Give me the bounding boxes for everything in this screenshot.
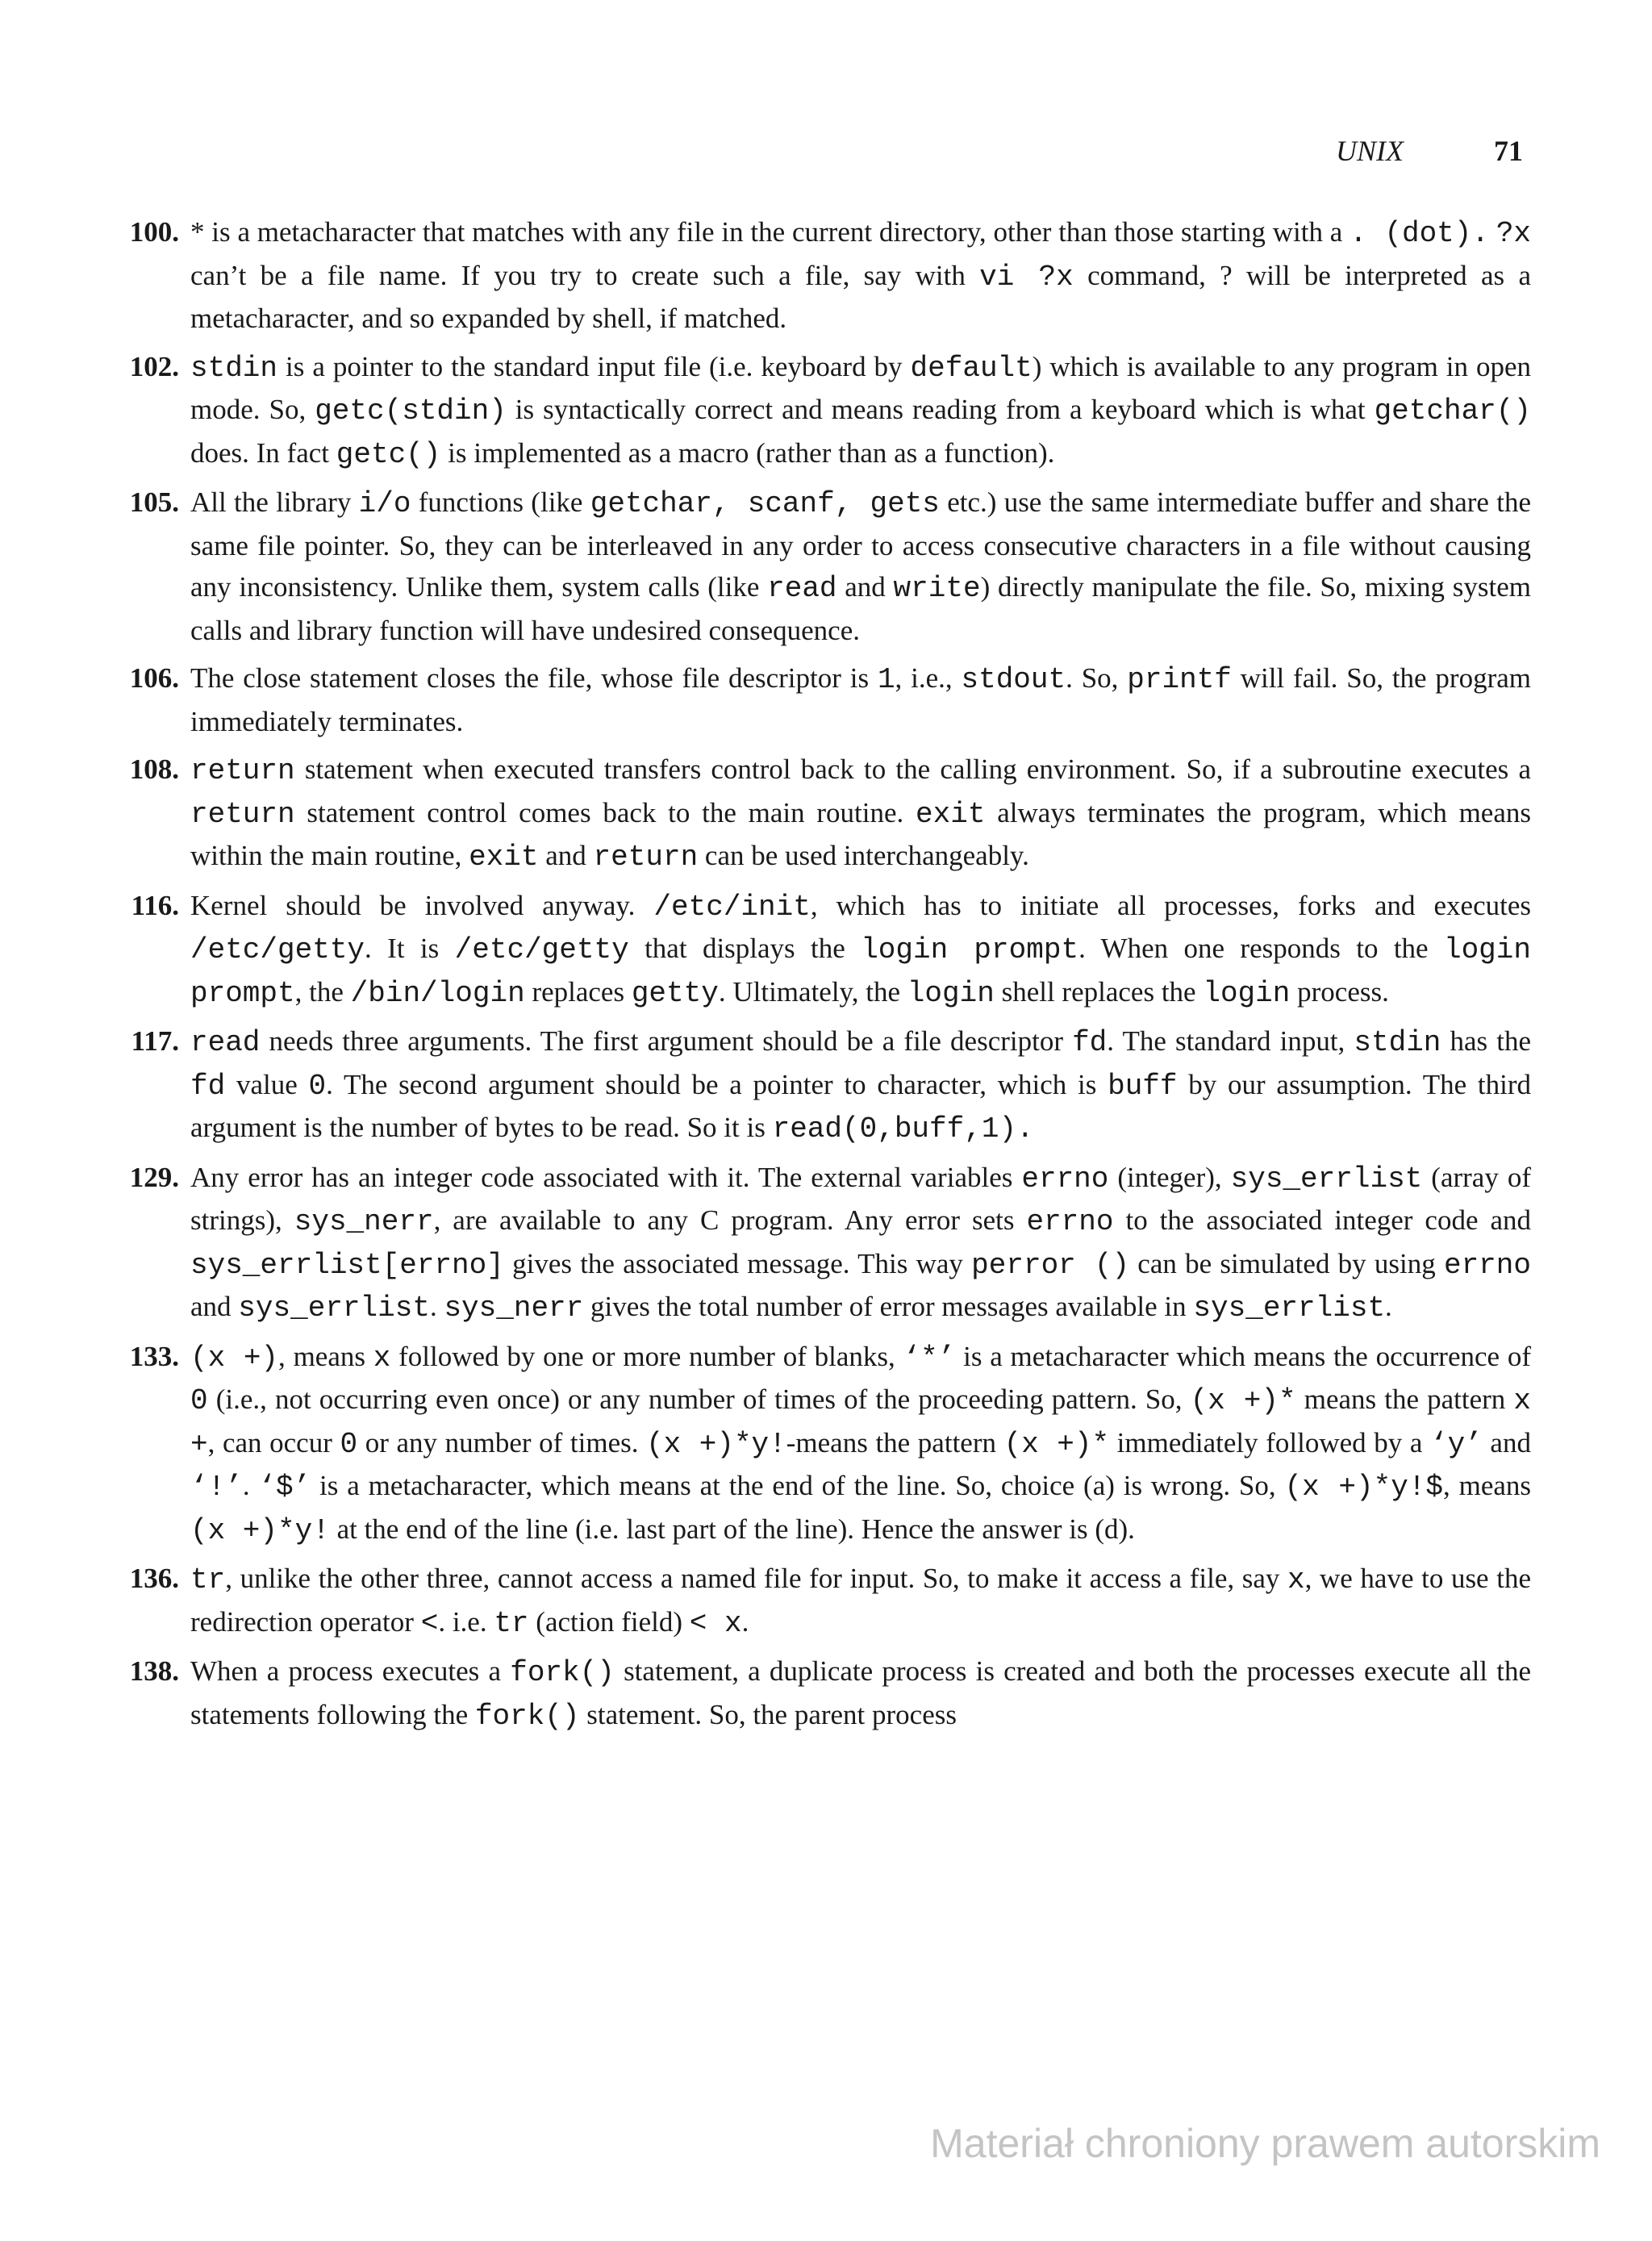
answer-number: 108. (129, 753, 179, 785)
code-term: sys_errlist (238, 1292, 430, 1325)
answer-text (190, 885, 1531, 1015)
code-term: x (1287, 1563, 1305, 1596)
answer-number: 133. (129, 1340, 179, 1372)
code-term: exit (916, 797, 986, 831)
code-term: return (190, 797, 295, 831)
running-title: UNIX (1336, 135, 1404, 167)
text-run: statement. So, the parent process (579, 1698, 957, 1730)
answer-entry (113, 482, 1531, 651)
code-term: stdin (1354, 1026, 1441, 1059)
answer-number: 105. (129, 486, 179, 518)
text-run: and (1482, 1426, 1531, 1459)
text-run: is implemented as a macro (rather than as a function). (440, 436, 1055, 469)
code-term: ‘!’ (190, 1471, 243, 1504)
answer-entry (113, 346, 1531, 476)
text-run: always terminates the program, which means within the main routine, (190, 796, 1531, 871)
text-run: replaces (524, 975, 632, 1008)
text-run: (action field) (528, 1605, 690, 1638)
text-run: . (1385, 1291, 1392, 1322)
code-term: ?x (1496, 217, 1532, 250)
code-term: x (373, 1341, 391, 1375)
text-run: or any number of times. (357, 1426, 647, 1459)
text-run: statement, a duplicate process is created and both the processes execute all the statements following the (190, 1655, 1531, 1730)
answer-entry (113, 1336, 1531, 1552)
answer-entry (113, 1157, 1531, 1329)
text-run: , i.e., (895, 662, 962, 694)
text-run: needs three arguments. The first argument should be a file descriptor (260, 1025, 1073, 1057)
text-run: (i.e., not occurring even once) or any number of times of the proceeding pattern. So, (207, 1383, 1191, 1415)
code-term: perror () (971, 1248, 1130, 1282)
text-run: statement when executed transfers control back to the calling environment. So, if a subroutine executes a (294, 753, 1531, 785)
text-run: is a pointer to the standard input file (i.e. keyboard by (277, 350, 911, 382)
text-run: (array of strings), (190, 1161, 1531, 1236)
text-run: , the (294, 975, 351, 1008)
answer-text (190, 1336, 1531, 1552)
code-term: fork() (510, 1656, 615, 1689)
text-run: , are available to any C program. Any error sets (433, 1204, 1027, 1236)
code-term: login prompt (861, 933, 1079, 966)
text-run: means the pattern (1295, 1383, 1514, 1415)
text-run: , means (278, 1340, 373, 1372)
code-term: /etc/init (653, 890, 811, 924)
answer-entry (113, 1650, 1531, 1737)
text-run: can be used interchangeably. (698, 840, 1029, 871)
answer-number: 136. (129, 1563, 179, 1594)
text-run: is a metacharacter which means the occurrence of (955, 1340, 1531, 1372)
code-term: (x +)* (1003, 1427, 1110, 1461)
code-term: 0 (340, 1427, 358, 1461)
code-term: x + (190, 1384, 1531, 1461)
text-run: functions (like (411, 486, 590, 518)
code-term: getchar, scanf, gets (590, 487, 940, 520)
answer-text (190, 1558, 1531, 1644)
code-term: (x +)*y! (646, 1427, 786, 1461)
answer-number: 116. (131, 889, 179, 921)
running-header (1336, 134, 1523, 168)
code-term: printf (1127, 663, 1232, 696)
text-run: ) which is available to any program in open mode. So, (190, 350, 1531, 425)
answer-text (190, 657, 1531, 742)
code-term: ‘y’ (1430, 1427, 1483, 1461)
text-run: * is a metacharacter that matches with any file in the current directory, other than those starting with a (190, 216, 1350, 248)
text-run: , which has to initiate all processes, forks and executes (810, 889, 1531, 921)
code-term: ‘*’ (903, 1341, 956, 1375)
code-term: write (893, 572, 981, 605)
text-run: statement control comes back to the main routine. (294, 796, 916, 828)
text-run: , can occur (207, 1426, 340, 1459)
text-run: When a process executes a (190, 1655, 511, 1687)
text-run: The close statement closes the file, whose file descriptor is (190, 662, 878, 694)
text-run: . When one responds to the (1078, 933, 1444, 964)
text-run: and (538, 840, 594, 871)
text-run: at the end of the line (i.e. last part of the line). Hence the answer is (d). (329, 1513, 1135, 1545)
answer-text (190, 482, 1531, 651)
text-run: . (242, 1470, 259, 1501)
code-term: fd (190, 1069, 226, 1103)
text-run: . Ultimately, the (718, 975, 907, 1008)
text-run: ) directly manipulate the file. So, mixing system calls and library function will have undesired consequence. (190, 571, 1531, 646)
code-term: read (767, 572, 837, 605)
answer-text (190, 1650, 1531, 1737)
text-run: is a metacharacter, which means at the end of the line. So, choice (a) is wrong. So, (311, 1470, 1285, 1501)
code-term: buff (1108, 1069, 1178, 1103)
code-term: < (420, 1606, 439, 1640)
code-term: /bin/login (350, 976, 525, 1010)
code-term: sys_nerr (294, 1205, 434, 1238)
answer-text (190, 346, 1531, 476)
code-term: stdin (190, 351, 278, 385)
code-term: . (dot). (1350, 217, 1489, 250)
text-run: that displays the (628, 933, 861, 964)
answer-entry (113, 1020, 1531, 1150)
text-run: . The standard input, (1107, 1025, 1354, 1057)
code-term: default (910, 351, 1032, 385)
text-run: All the library (190, 486, 359, 518)
text-run: , means (1443, 1470, 1532, 1501)
code-term: stdout (961, 663, 1066, 696)
text-run: can be simulated by using (1129, 1247, 1444, 1279)
answer-number: 138. (129, 1655, 179, 1687)
answer-text (190, 1020, 1531, 1150)
code-term: /etc/getty (190, 933, 365, 966)
code-term: tr (190, 1563, 226, 1596)
answer-entry (113, 749, 1531, 878)
text-run: has the (1441, 1025, 1531, 1057)
code-term: getc() (336, 437, 441, 471)
code-term: fd (1072, 1026, 1108, 1059)
text-run: command, ? will be interpreted as a metacharacter, and so expanded by shell, if matched. (190, 259, 1531, 334)
text-run: by our assumption. The third argument is the number of bytes to be read. So it is (190, 1068, 1531, 1143)
answer-entry (113, 211, 1531, 340)
code-term: (x +)*y!$ (1284, 1471, 1444, 1504)
text-run: etc.) use the same intermediate buffer and share the same file pointer. So, they can be interleaved in any order to access consecutive characters in a file without causing any inconsistency. Unlike them, system calls (like (190, 486, 1531, 603)
answer-text (190, 211, 1531, 340)
code-term: sys_nerr (444, 1292, 584, 1325)
text-run: followed by one or more number of blanks, (390, 1340, 903, 1372)
text-run: Any error has an integer code associated with it. The external variables (190, 1161, 1022, 1193)
code-term: errno (1443, 1248, 1531, 1282)
text-run: does. In fact (190, 436, 336, 469)
code-term: vi ?x (979, 260, 1074, 294)
text-run: . So, (1066, 662, 1128, 694)
answer-number: 106. (129, 662, 179, 694)
code-term: getty (631, 976, 719, 1010)
text-run: , unlike the other three, cannot access a named file for input. So, to make it access a file, say (225, 1563, 1287, 1594)
answer-number: 117. (131, 1025, 179, 1057)
text-run: gives the total number of error messages available in (583, 1291, 1194, 1322)
text-run: -means the pattern (786, 1426, 1004, 1459)
code-term: (x +)*y! (190, 1513, 330, 1547)
code-term: < x (689, 1606, 742, 1640)
text-run: (integer), (1108, 1161, 1231, 1193)
code-term: sys_errlist[errno] (190, 1248, 504, 1282)
text-run: immediately followed by a (1109, 1426, 1431, 1459)
code-term: login (907, 976, 995, 1010)
code-term: read (190, 1026, 261, 1059)
text-run: . (741, 1605, 749, 1638)
code-term: read(0,buff,1). (772, 1112, 1034, 1146)
text-run: and (190, 1291, 239, 1322)
code-term: exit (469, 841, 539, 874)
answer-entry (113, 885, 1531, 1015)
text-run: . It is (365, 933, 455, 964)
text-run: shell replaces the (994, 975, 1204, 1008)
text-run: to the associated integer code and (1113, 1204, 1531, 1236)
text-run: . i.e. (438, 1605, 494, 1638)
copyright-watermark: Materiał chroniony prawem autorskim (930, 2121, 1600, 2166)
page-number: 71 (1494, 135, 1523, 167)
code-term: ‘$’ (258, 1471, 311, 1504)
text-run: , we have to use the redirection operator (190, 1563, 1531, 1638)
code-term: (x +)* (1190, 1384, 1296, 1417)
text-run: and (836, 571, 894, 603)
answer-list (113, 211, 1531, 1743)
code-term: getchar() (1374, 394, 1531, 428)
text-run: value (225, 1068, 309, 1100)
code-term: login prompt (190, 933, 1531, 1010)
code-term: getc(stdin) (315, 394, 507, 428)
code-term: login (1203, 976, 1291, 1010)
code-term: (x +) (190, 1341, 279, 1375)
text-run: process. (1290, 975, 1389, 1008)
answer-text (190, 1157, 1531, 1329)
code-term: sys_errlist (1230, 1162, 1423, 1196)
code-term: sys_errlist (1193, 1292, 1386, 1325)
text-run: gives the associated message. This way (503, 1247, 972, 1279)
code-term: fork() (474, 1699, 580, 1733)
answer-number: 100. (129, 216, 179, 248)
text-run: is syntactically correct and means reading from a keyboard which is what (506, 394, 1375, 425)
code-term: return (190, 754, 295, 787)
code-term: 0 (308, 1069, 327, 1103)
code-term: errno (1026, 1205, 1114, 1238)
code-term: tr (494, 1606, 529, 1640)
answer-text (190, 749, 1531, 878)
text-run: . (429, 1291, 444, 1322)
text-run: can’t be a file name. If you try to create such a file, say with (190, 259, 980, 291)
answer-number: 102. (129, 350, 179, 382)
answer-entry (113, 1558, 1531, 1644)
answer-number: 129. (129, 1161, 179, 1193)
code-term: /etc/getty (454, 933, 629, 966)
answer-entry (113, 657, 1531, 742)
code-term: 0 (190, 1384, 208, 1417)
code-term: return (593, 841, 699, 874)
code-term: errno (1021, 1162, 1109, 1196)
code-term: 1 (877, 663, 895, 696)
text-run: will fail. So, the program immediately terminates. (190, 662, 1532, 737)
text-run (1489, 216, 1496, 248)
code-term: i/o (358, 487, 411, 520)
text-run: . The second argument should be a pointer to character, which is (326, 1068, 1108, 1100)
text-run: Kernel should be involved anyway. (190, 889, 654, 921)
